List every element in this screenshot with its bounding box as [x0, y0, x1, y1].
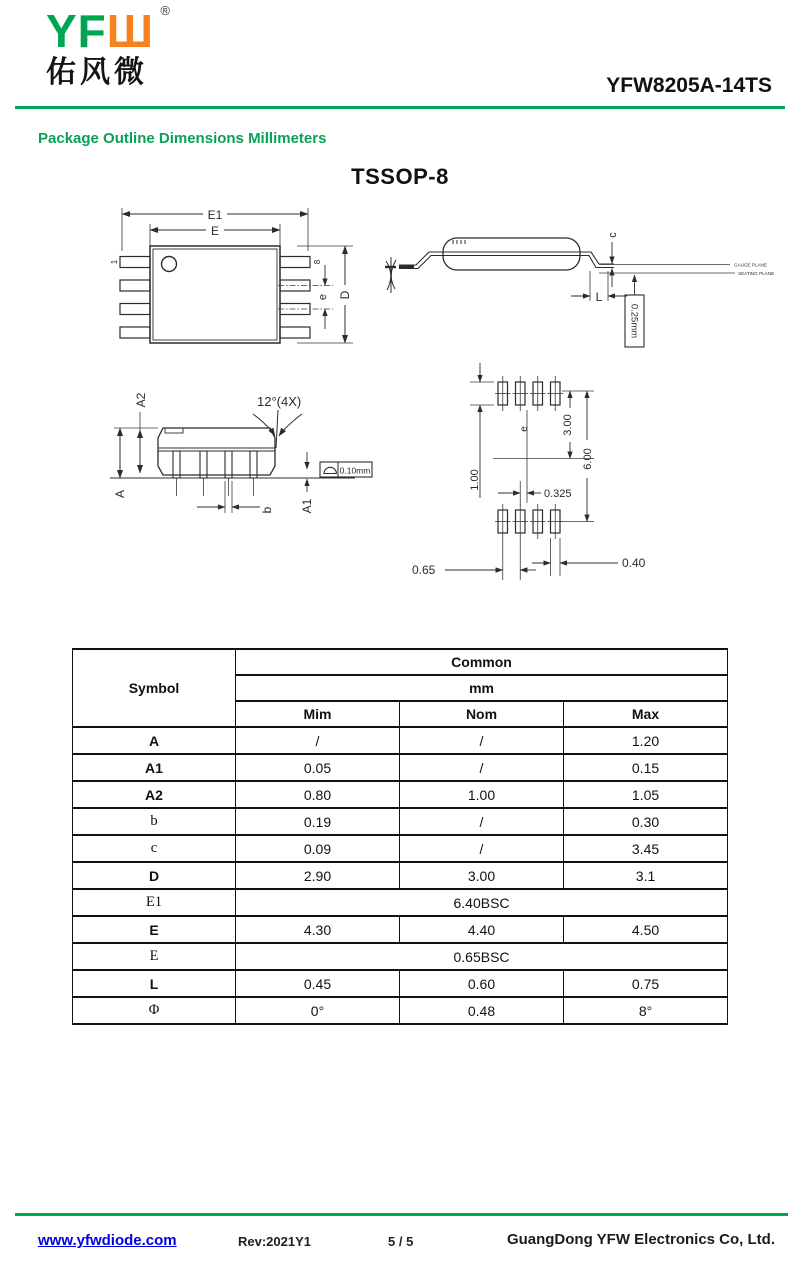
max-cell: 1.20 [564, 727, 728, 754]
front-view-diagram [85, 378, 375, 528]
dim-label-row-span: 6.00 [582, 448, 594, 470]
left-pins [120, 257, 150, 339]
gauge-plane-label: GAUGE PLANE [734, 262, 767, 268]
website-link[interactable]: www.yfwdiode.com [38, 1232, 177, 1249]
front-leads [173, 451, 257, 496]
dim-label-a: A [113, 489, 127, 499]
symbol-cell: A2 [73, 781, 236, 808]
nom-cell: 0.60 [400, 970, 564, 997]
table-row [73, 835, 728, 862]
pin1-number: 1 [110, 259, 119, 265]
table-row [73, 970, 728, 997]
yfw-logo [46, 3, 171, 89]
standoff-value: 0.25mm [628, 303, 640, 339]
nom-cell: / [400, 727, 564, 754]
table-row [73, 889, 728, 916]
dim-label-pad-length: 1.00 [469, 469, 481, 491]
max-cell: 3.45 [564, 835, 728, 862]
right-pins [280, 257, 310, 339]
nom-cell: / [400, 835, 564, 862]
col-header-nom: Nom [400, 701, 564, 727]
flatness-value: 0.10mm [339, 465, 371, 476]
dim-label-row-center: 3.00 [562, 414, 574, 436]
table-row [73, 916, 728, 943]
side-view-diagram [385, 205, 800, 355]
top-view-diagram [85, 193, 375, 371]
dim-label-pitch: 0.65 [412, 563, 436, 577]
lead-angle-label: 12°(4X) [257, 394, 302, 409]
nom-cell: 1.00 [400, 781, 564, 808]
dim-label-pad-width: 0.40 [622, 556, 646, 570]
span-value-cell: 0.65BSC [236, 943, 728, 970]
symbol-cell: E1 [73, 889, 236, 916]
dim-label-e1: E1 [207, 208, 223, 222]
mold-marks [453, 240, 465, 244]
nom-cell: / [400, 808, 564, 835]
flatness-callout [320, 462, 372, 477]
package-title: TSSOP-8 [351, 164, 449, 189]
flatness-symbol-icon [324, 467, 336, 473]
logo-chinese-name: 佑风微 [46, 56, 148, 89]
min-cell: 0.05 [236, 754, 400, 781]
table-row [73, 727, 728, 754]
max-cell: 0.15 [564, 754, 728, 781]
dim-label-b: b [260, 506, 274, 514]
max-cell: 4.50 [564, 916, 728, 943]
max-cell: 8° [564, 997, 728, 1024]
dimension-table [72, 648, 728, 1025]
dim-label-a1: A1 [300, 498, 314, 514]
dim-label-a2: A2 [134, 392, 148, 408]
nom-cell: 0.48 [400, 997, 564, 1024]
table-row [73, 754, 728, 781]
seating-plane-label: SEATING PLANE [738, 271, 775, 276]
page-number: 5 / 5 [388, 1234, 414, 1249]
dim-label-l: L [595, 290, 603, 304]
max-cell: 3.1 [564, 862, 728, 889]
symbol-cell: A [73, 727, 236, 754]
nom-cell: / [400, 754, 564, 781]
header-divider [15, 106, 785, 109]
logo-glyph-w: Ш [106, 5, 155, 57]
package-body-side [443, 238, 580, 270]
table-row [73, 997, 728, 1024]
max-cell: 0.30 [564, 808, 728, 835]
footer-divider [15, 1213, 788, 1216]
table-row [73, 781, 728, 808]
table-row [73, 862, 728, 889]
min-cell: 0.19 [236, 808, 400, 835]
symbol-cell: L [73, 970, 236, 997]
min-cell: 0° [236, 997, 400, 1024]
col-header-symbol: Symbol [73, 649, 236, 727]
pin1-marker-circle [162, 257, 177, 272]
symbol-cell: E [73, 943, 236, 970]
col-header-common: Common [236, 649, 728, 675]
logo-wordmark [46, 5, 154, 57]
land-pattern-e-label: e [519, 426, 530, 432]
col-header-unit: mm [236, 675, 728, 701]
min-cell: 0.09 [236, 835, 400, 862]
col-header-min: Mim [236, 701, 400, 727]
pin8-number: 8 [313, 259, 322, 265]
dim-label-e: E [210, 224, 220, 238]
symbol-cell: c [73, 835, 236, 862]
min-cell: / [236, 727, 400, 754]
top-pad-row [495, 376, 563, 411]
dim-label-half-pitch: 0.325 [544, 488, 572, 500]
min-cell: 2.90 [236, 862, 400, 889]
section-title: Package Outline Dimensions Millimeters [38, 130, 327, 147]
nom-cell: 3.00 [400, 862, 564, 889]
nom-cell: 4.40 [400, 916, 564, 943]
symbol-cell: E [73, 916, 236, 943]
symbol-cell: b [73, 808, 236, 835]
max-cell: 0.75 [564, 970, 728, 997]
min-cell: 0.45 [236, 970, 400, 997]
symbol-cell: A1 [73, 754, 236, 781]
package-body-outline [150, 246, 280, 343]
symbol-cell: D [73, 862, 236, 889]
company-name: GuangDong YFW Electronics Co, Ltd. [506, 1231, 775, 1248]
registered-trademark-icon: ® [160, 3, 171, 18]
dim-label-pitch-e: e [317, 293, 329, 301]
lead-angle-symbol [385, 257, 396, 293]
part-number: YFW8205A-14TS [606, 74, 772, 97]
span-value-cell: 6.40BSC [236, 889, 728, 916]
logo-letters-yf: YF [46, 5, 107, 57]
col-header-max: Max [564, 701, 728, 727]
dim-label-d: D [338, 290, 352, 300]
revision-label: Rev:2021Y1 [238, 1234, 311, 1249]
symbol-cell: Φ [73, 997, 236, 1024]
max-cell: 1.05 [564, 781, 728, 808]
table-row [73, 943, 728, 970]
land-pattern-diagram [400, 358, 680, 593]
min-cell: 0.80 [236, 781, 400, 808]
min-cell: 4.30 [236, 916, 400, 943]
bottom-pad-row [495, 504, 563, 539]
dim-label-c: c [607, 232, 619, 238]
table-row [73, 808, 728, 835]
